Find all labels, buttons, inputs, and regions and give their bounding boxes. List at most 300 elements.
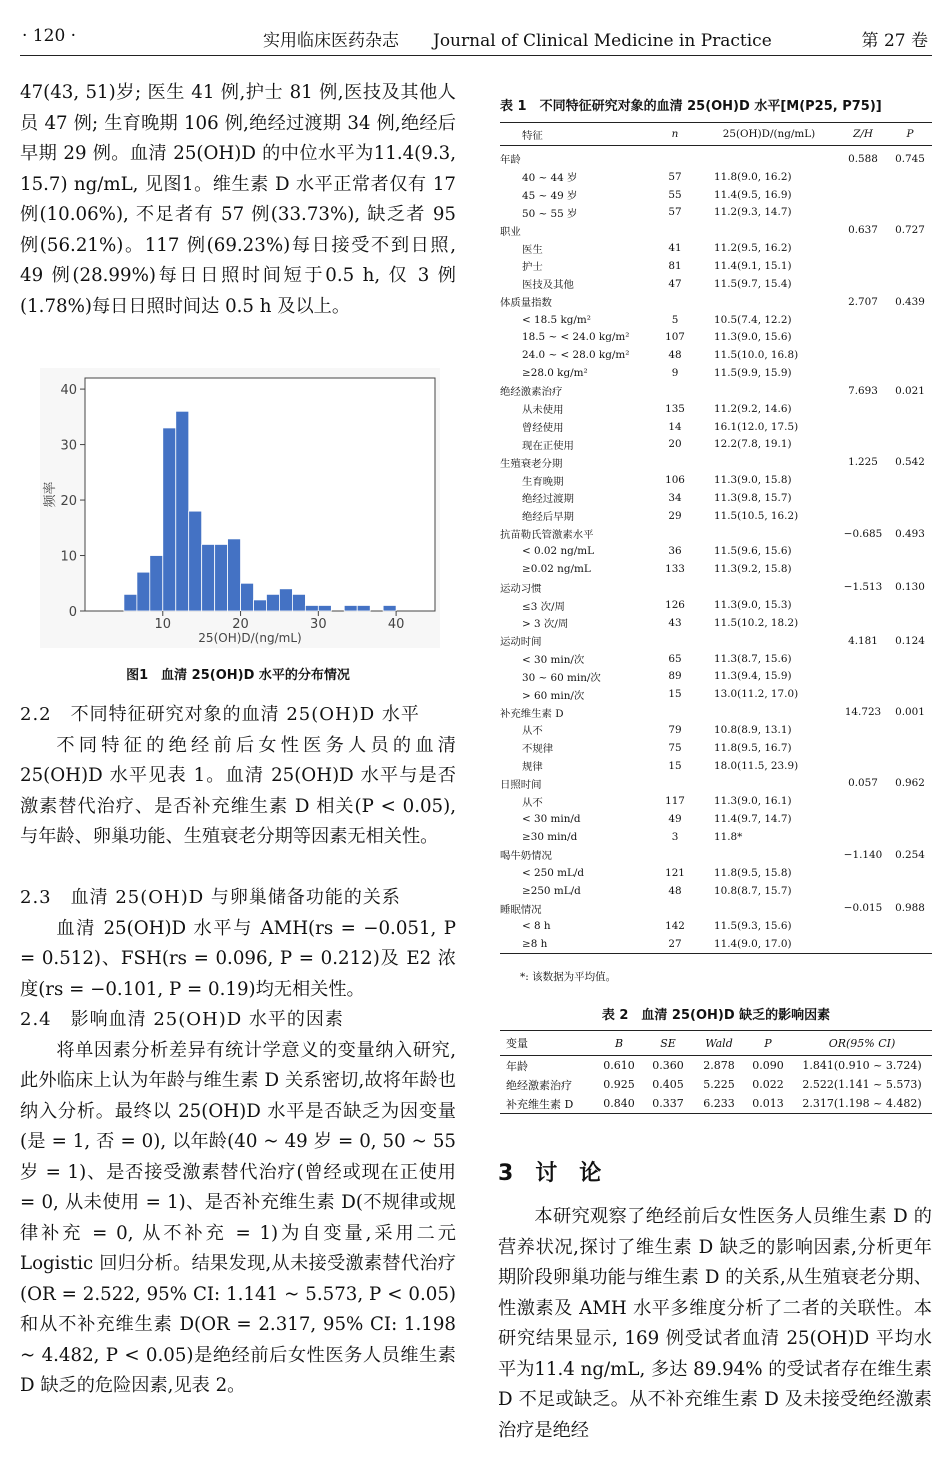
table-cell: 135: [665, 402, 685, 415]
table-1-grid: [500, 122, 932, 954]
table-cell: 医生: [522, 243, 543, 256]
table-cell: [888, 650, 932, 668]
section-title: 2.3 血清 25(OH)D 与卵巢储备功能的关系: [20, 887, 401, 908]
table-cell: 0.988: [895, 902, 925, 915]
table-cell: 2.707: [848, 295, 878, 308]
table-cell: [888, 596, 932, 614]
table-cell: 0.021: [895, 384, 925, 397]
table-cell: [888, 757, 932, 775]
table-cell: [888, 239, 932, 257]
table-cell: 11.3(9.8, 15.7): [714, 491, 792, 504]
histogram-bar: [383, 605, 396, 611]
table-group-row: [500, 775, 932, 793]
table-cell: 1.225: [848, 456, 878, 469]
table-row: [500, 650, 932, 668]
table-cell: 11.5(10.2, 18.2): [714, 616, 799, 629]
table-cell: < 30 min/d: [522, 813, 581, 826]
col-header: Wald: [694, 1031, 744, 1056]
table-cell: [888, 864, 932, 882]
table-cell: > 3 次/周: [522, 618, 569, 631]
histogram-bar: [189, 511, 202, 611]
table-cell: 0.360: [652, 1059, 684, 1072]
table-row: [500, 400, 932, 418]
table-cell: 18.5 ~ < 24.0 kg/m²: [522, 331, 630, 344]
table-cell: 20: [668, 438, 682, 451]
table-cell: [888, 418, 932, 436]
table-cell: 81: [668, 259, 682, 272]
table-2: [500, 1030, 932, 1114]
table-cell: 0.130: [895, 581, 925, 594]
table-cell: 11.8*: [714, 830, 743, 843]
x-axis-label: 25(OH)D/(ng/mL): [198, 631, 302, 645]
table-cell: 11.8(9.0, 16.2): [714, 170, 792, 183]
table-cell: 11.4(9.5, 16.9): [714, 188, 792, 201]
table-cell: 绝经激素治疗: [500, 386, 563, 399]
col-header: 特征: [500, 123, 650, 146]
histogram-bar: [137, 572, 150, 611]
table-cell: [838, 596, 888, 614]
table-cell: 从不: [522, 796, 543, 809]
table-cell: 9: [671, 367, 679, 380]
journal-title: 实用临床医药杂志 Journal of Clinical Medicine in Practice: [263, 31, 772, 51]
table-cell: 0.588: [848, 152, 878, 165]
table-cell: [700, 221, 838, 239]
table-cell: [888, 828, 932, 846]
table-cell: 89: [668, 670, 682, 683]
y-tick-label: 0: [68, 605, 77, 620]
table-cell: [838, 204, 888, 222]
table-row: [500, 935, 932, 953]
table-row: [500, 186, 932, 204]
table-cell: 11.4(9.1, 15.1): [714, 259, 792, 272]
histogram-bar: [215, 544, 228, 611]
table-cell: [700, 293, 838, 311]
table-cell: [888, 257, 932, 275]
table-cell: 18.0(11.5, 23.9): [714, 759, 799, 772]
table-cell: 11.3(9.2, 15.8): [714, 563, 792, 576]
table-cell: [650, 578, 700, 596]
table-cell: [888, 311, 932, 329]
histogram-bar: [266, 594, 279, 611]
table-cell: [838, 614, 888, 632]
histogram-bar: [241, 583, 254, 611]
col-header: SE: [642, 1031, 694, 1056]
y-tick-label: 10: [60, 549, 77, 565]
table-cell: 11.3(9.0, 16.1): [714, 795, 792, 808]
table-row: [500, 1075, 932, 1094]
table-cell: 2.317(1.198 ~ 4.482): [802, 1097, 922, 1110]
table-group-row: [500, 453, 932, 471]
table-1-note: *: 该数据为平均值。: [520, 971, 617, 983]
table-cell: 规律: [522, 761, 543, 774]
table-cell: 142: [665, 920, 685, 933]
table-cell: [838, 418, 888, 436]
table-cell: [838, 275, 888, 293]
table-cell: [650, 293, 700, 311]
table-row: [500, 667, 932, 685]
table-cell: [888, 560, 932, 578]
table-cell: 日照时间: [500, 778, 542, 791]
table-row: [500, 489, 932, 507]
table-cell: [650, 775, 700, 793]
table-cell: 43: [668, 616, 682, 629]
table-cell: [888, 614, 932, 632]
table-group-row: [500, 703, 932, 721]
table-row: [500, 275, 932, 293]
table-cell: 从未使用: [522, 404, 564, 417]
table-row: [500, 204, 932, 222]
section-text: 将单因素分析差异有统计学意义的变量纳入研究,此外临床上认为年龄与维生素 D 关系密切,故将年龄也纳入分析。最终以 25(OH)D 水平是否缺乏为因变量(是 = 1, 否 = 0), 以年龄(40 ~ 49 岁 = 0, 50 ~ 55 岁 = 1)、是否接受激素替代治疗(曾经或现在正使用 = 0, 从未使用 = 1)、是否补充维生素 D(不规律或规律补充 = 0, 从不补充 = 1)为自变量,采用二元 Logistic 回归分析。结果发现,从未接受激素替代治疗(OR = 2.522, 95% CI: 1.141 ~ 5.573, P < 0.05)和从不补充维生素 D(OR = 2.317, 95% CI: 1.198 ~ 4.482, P < 0.05)是绝经前后女性医务人员维生素 D 缺乏的危险因素,见表 2。: [20, 1039, 456, 1396]
table-cell: < 30 min/次: [522, 654, 585, 667]
section-2-2: [20, 700, 456, 853]
section-title: 2.4 影响血清 25(OH)D 水平的因素: [20, 1009, 344, 1030]
table-group-row: [500, 846, 932, 864]
table-cell: [700, 632, 838, 650]
table-cell: 睡眠情况: [500, 903, 542, 916]
table-header-row: [500, 1031, 932, 1056]
table-cell: 从不: [522, 725, 543, 738]
table-cell: 6.233: [703, 1097, 735, 1110]
table-row: [500, 596, 932, 614]
table-cell: 48: [668, 884, 682, 897]
table-cell: [700, 146, 838, 168]
table-row: [500, 346, 932, 364]
table-cell: [888, 364, 932, 382]
table-cell: [838, 436, 888, 454]
table-cell: 0.057: [848, 777, 878, 790]
table-cell: 11.4(9.7, 14.7): [714, 813, 792, 826]
table-cell: 2.522(1.141 ~ 5.573): [802, 1078, 922, 1091]
table-cell: 绝经过渡期: [522, 493, 574, 506]
table-cell: 14.723: [844, 706, 882, 719]
table-cell: 11.3(9.4, 15.9): [714, 670, 792, 683]
table-cell: [838, 864, 888, 882]
table-cell: 7.693: [848, 384, 878, 397]
table-cell: [888, 275, 932, 293]
table-cell: 0.022: [752, 1078, 784, 1091]
table-cell: [700, 578, 838, 596]
table-cell: 11.3(8.7, 15.6): [714, 652, 792, 665]
table-cell: [888, 917, 932, 935]
discussion-section: [498, 1202, 932, 1446]
table-cell: 0.542: [895, 456, 925, 469]
table-cell: [838, 810, 888, 828]
y-axis-label: 频率: [43, 481, 58, 508]
histogram-bar: [150, 556, 163, 611]
table-cell: ≥30 min/d: [522, 830, 578, 843]
table-cell: < 8 h: [522, 920, 551, 933]
histogram-bar: [176, 411, 189, 611]
x-tick-label: 30: [310, 617, 327, 632]
table-cell: [838, 721, 888, 739]
table-cell: 运动习惯: [500, 582, 542, 595]
results-paragraph: [20, 78, 456, 322]
col-header: OR(95% CI): [792, 1031, 932, 1056]
histogram-bar: [357, 605, 370, 611]
table-cell: [888, 667, 932, 685]
table-cell: 抗苗勒氏管激素水平: [500, 529, 594, 542]
histogram-bar: [305, 605, 318, 611]
figure-caption: 图1 血清 25(OH)D 水平的分布情况: [126, 668, 350, 683]
table-group-row: [500, 293, 932, 311]
table-cell: 0.840: [603, 1097, 635, 1110]
table-cell: 11.5(10.0, 16.8): [714, 349, 799, 362]
table-cell: 11.3(9.0, 15.3): [714, 599, 792, 612]
table-cell: 48: [668, 349, 682, 362]
histogram-bar: [228, 539, 241, 611]
table-cell: [838, 792, 888, 810]
col-header: n: [650, 123, 700, 146]
table-cell: < 250 mL/d: [522, 866, 585, 879]
table-cell: [700, 846, 838, 864]
table-cell: −1.140: [843, 848, 883, 861]
table-cell: [700, 453, 838, 471]
table-cell: 79: [668, 723, 682, 736]
page-number: · 120 ·: [22, 26, 77, 46]
table-cell: 10.8(8.9, 13.1): [714, 723, 792, 736]
table-cell: 11.5(9.3, 15.6): [714, 920, 792, 933]
table-cell: 24.0 ~ < 28.0 kg/m²: [522, 349, 630, 362]
table-cell: 121: [665, 866, 685, 879]
table-cell: [650, 453, 700, 471]
table-cell: [838, 543, 888, 561]
table-cell: 75: [668, 741, 682, 754]
table-cell: 47: [668, 277, 682, 290]
table-cell: [838, 239, 888, 257]
table-cell: ≥250 mL/d: [522, 884, 581, 897]
table-cell: 11.3(9.0, 15.8): [714, 474, 792, 487]
table-cell: 40 ~ 44 岁: [522, 172, 578, 185]
table-cell: ≥28.0 kg/m²: [522, 367, 588, 380]
table-cell: 11.2(9.5, 16.2): [714, 242, 792, 255]
table-cell: [838, 257, 888, 275]
table-cell: 0.405: [652, 1078, 684, 1091]
table-cell: 27: [668, 938, 682, 951]
table-row: [500, 792, 932, 810]
table-cell: [838, 346, 888, 364]
table-cell: 年龄: [500, 154, 521, 167]
table-cell: 11.2(9.3, 14.7): [714, 206, 792, 219]
histogram-bar: [254, 600, 267, 611]
table-cell: [838, 882, 888, 900]
y-tick-label: 20: [60, 494, 77, 510]
table-cell: 11.8(9.5, 16.7): [714, 741, 792, 754]
table-cell: 0.727: [895, 224, 925, 237]
table-cell: 0.493: [895, 527, 925, 540]
table-cell: [700, 382, 838, 400]
table-cell: 57: [668, 206, 682, 219]
table-cell: 0.001: [895, 706, 925, 719]
table-cell: 106: [665, 474, 685, 487]
table-cell: [888, 204, 932, 222]
table-row: [500, 917, 932, 935]
table-cell: 65: [668, 652, 682, 665]
col-header: Z/H: [838, 123, 888, 146]
table-2-grid: [500, 1030, 932, 1114]
table-cell: 15: [668, 688, 682, 701]
histogram-bar: [344, 605, 357, 611]
table-cell: 49: [668, 813, 682, 826]
discussion-heading: 3 讨 论: [498, 1161, 602, 1186]
table-cell: 0.439: [895, 295, 925, 308]
table-cell: −1.513: [843, 581, 883, 594]
table-cell: < 18.5 kg/m²: [522, 313, 591, 326]
y-tick-label: 40: [60, 383, 77, 399]
table-cell: 年龄: [506, 1059, 528, 1073]
table-cell: 4.181: [848, 634, 878, 647]
section-text: 血清 25(OH)D 水平与 AMH(rs = −0.051, P = 0.512)、FSH(rs = 0.096, P = 0.212)及 E2 浓度(rs = −0.101, P = 0.19)均无相关性。: [20, 917, 456, 1000]
table-cell: [838, 757, 888, 775]
table-row: [500, 828, 932, 846]
table-cell: [650, 382, 700, 400]
table-cell: 15: [668, 759, 682, 772]
table-cell: [838, 328, 888, 346]
table-cell: 1.841(0.910 ~ 3.724): [802, 1059, 922, 1072]
section-2-4: [20, 1005, 456, 1402]
table-cell: 绝经激素治疗: [506, 1078, 572, 1092]
table-row: [500, 1094, 932, 1114]
col-header: B: [596, 1031, 642, 1056]
table-cell: 曾经使用: [522, 422, 564, 435]
table-cell: [888, 721, 932, 739]
col-header: 25(OH)D/(ng/mL): [700, 123, 838, 146]
table-row: [500, 757, 932, 775]
table-cell: [838, 828, 888, 846]
table-cell: [838, 311, 888, 329]
table-cell: 医技及其他: [522, 279, 574, 292]
histogram-bar: [318, 605, 331, 611]
table-cell: −0.015: [843, 902, 883, 915]
table-cell: 36: [668, 545, 682, 558]
table-cell: [838, 186, 888, 204]
table-cell: 0.090: [752, 1059, 784, 1072]
table-row: [500, 614, 932, 632]
table-group-row: [500, 382, 932, 400]
table-cell: [700, 703, 838, 721]
x-tick-label: 40: [387, 617, 405, 632]
table-cell: [838, 507, 888, 525]
table-cell: 11.5(10.5, 16.2): [714, 509, 799, 522]
table-cell: [838, 650, 888, 668]
table-header-row: [500, 123, 932, 146]
table-cell: 现在正使用: [522, 439, 574, 452]
paragraph-text: 47(43, 51)岁; 医生 41 例,护士 81 例,医技及其他人员 47 例; 生育晚期 106 例,绝经过渡期 34 例,绝经后早期 29 例。血清 25(OH)D 的中位水平为11.4(9.3, 15.7) ng/mL, 见图1。维生素 D 水平正常者仅有 17 例(10.06%), 不足者有 57 例(33.73%), 缺乏者 95 例(56.21%)。117 例(69.23%)每日接受不到日照, 49 例(28.99%)每日日照时间短于0.5 h, 仅 3 例(1.78%)每日日照时间达 0.5 h 及以上。: [20, 82, 456, 317]
table-row: [500, 810, 932, 828]
table-cell: [888, 543, 932, 561]
table-cell: 补充维生素 D: [500, 707, 564, 720]
table-cell: [838, 560, 888, 578]
table-row: [500, 471, 932, 489]
table-group-row: [500, 632, 932, 650]
table-cell: 29: [668, 509, 682, 522]
table-cell: [838, 489, 888, 507]
table-cell: [700, 525, 838, 543]
table-cell: [888, 400, 932, 418]
table-row: [500, 685, 932, 703]
table-row: [500, 311, 932, 329]
table-row: [500, 882, 932, 900]
figure-1: [40, 368, 440, 648]
table-group-row: [500, 899, 932, 917]
table-cell: 0.254: [895, 848, 925, 861]
table-cell: 10.5(7.4, 12.2): [714, 313, 792, 326]
table-row: [500, 864, 932, 882]
table-1: [500, 122, 932, 954]
table-cell: 11.4(9.0, 17.0): [714, 938, 792, 951]
table-cell: [700, 899, 838, 917]
table-cell: 5: [671, 313, 679, 326]
header-rule: [20, 55, 932, 56]
table-cell: ≥0.02 ng/mL: [522, 563, 591, 576]
table-cell: 生殖衰老分期: [500, 457, 563, 470]
table-cell: 14: [668, 420, 682, 433]
table-row: [500, 168, 932, 186]
table-cell: [650, 146, 700, 168]
table-cell: 0.745: [895, 152, 925, 165]
table-cell: [838, 685, 888, 703]
table-cell: ≥8 h: [522, 938, 548, 951]
table-row: [500, 364, 932, 382]
table-cell: [650, 899, 700, 917]
table-cell: 11.8(9.5, 15.8): [714, 866, 792, 879]
table-row: [500, 721, 932, 739]
table-row: [500, 239, 932, 257]
table-row: [500, 739, 932, 757]
table-cell: 45 ~ 49 岁: [522, 190, 578, 203]
table-group-row: [500, 578, 932, 596]
table-cell: 11.5(9.9, 15.9): [714, 367, 792, 380]
table-cell: 0.337: [652, 1097, 684, 1110]
histogram-bar: [163, 428, 176, 611]
table-row: [500, 436, 932, 454]
table-cell: [888, 810, 932, 828]
table-cell: 16.1(12.0, 17.5): [714, 420, 799, 433]
table-cell: [888, 186, 932, 204]
page-header: [0, 18, 950, 51]
table-cell: 55: [668, 188, 682, 201]
table-cell: [888, 935, 932, 953]
table-row: [500, 507, 932, 525]
table-cell: [888, 882, 932, 900]
table-cell: 11.5(9.6, 15.6): [714, 545, 792, 558]
table-cell: 0.124: [895, 634, 925, 647]
table-cell: [838, 471, 888, 489]
table-cell: [838, 935, 888, 953]
table-row: [500, 418, 932, 436]
y-tick-label: 30: [60, 438, 77, 454]
table-cell: 体质量指数: [500, 297, 552, 310]
table-cell: 117: [665, 795, 685, 808]
table-cell: 107: [665, 331, 685, 344]
section-title: 2.2 不同特征研究对象的血清 25(OH)D 水平: [20, 704, 420, 725]
table-cell: 57: [668, 170, 682, 183]
table-cell: [650, 846, 700, 864]
histogram-bar: [202, 544, 215, 611]
table-cell: [888, 168, 932, 186]
table-cell: 11.3(9.0, 15.6): [714, 331, 792, 344]
table-cell: [888, 792, 932, 810]
table-cell: [888, 507, 932, 525]
table-cell: 生育晚期: [522, 475, 564, 488]
table-cell: [650, 221, 700, 239]
x-tick-label: 10: [154, 617, 172, 632]
table-cell: [838, 168, 888, 186]
table-cell: [888, 471, 932, 489]
table-cell: 0.925: [603, 1078, 635, 1091]
table-cell: 11.5(9.7, 15.4): [714, 277, 792, 290]
table-cell: 30 ~ 60 min/次: [522, 671, 601, 684]
table-cell: < 0.02 ng/mL: [522, 545, 595, 558]
